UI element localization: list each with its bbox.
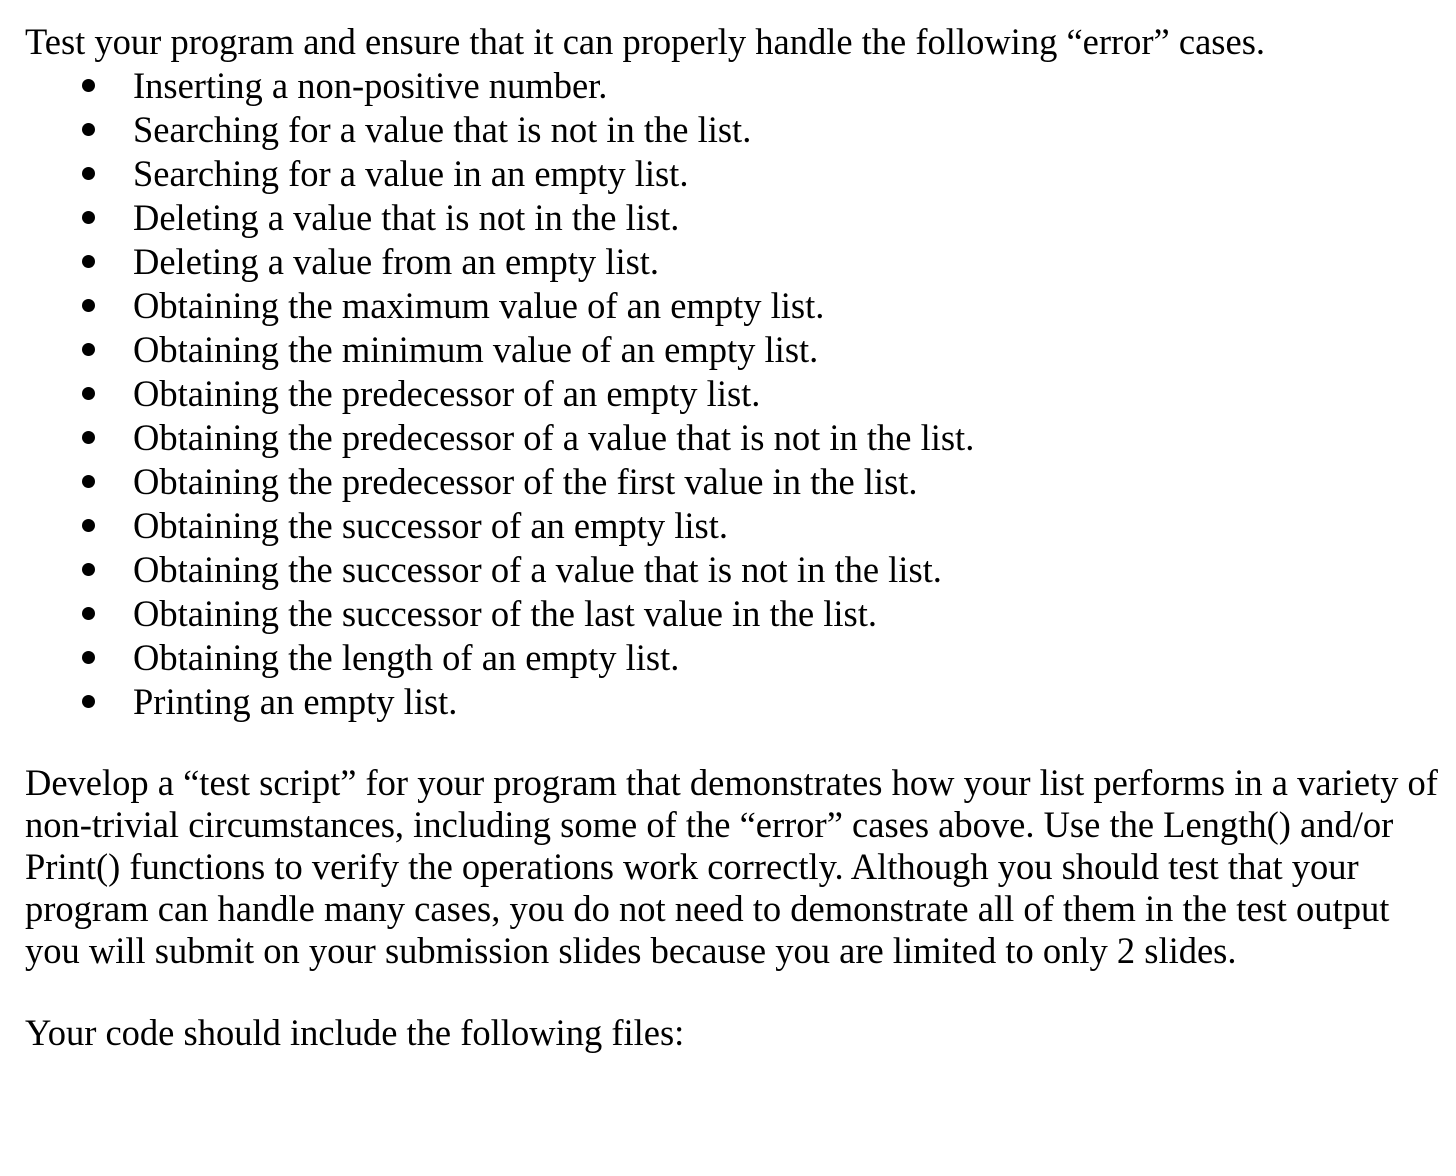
bullet-icon: [82, 519, 95, 532]
paragraph-line: Print() functions to verify the operations work correctly. Although you should test that your: [25, 846, 1359, 887]
bullet-icon: [82, 299, 95, 312]
bullet-icon: [82, 123, 95, 136]
list-item-text: Deleting a value from an empty list.: [133, 241, 660, 282]
bullet-icon: [82, 431, 95, 444]
paragraph-line: non-trivial circumstances, including some of the “error” cases above. Use the Length() and/or: [25, 804, 1394, 845]
test-script-paragraph: [25, 762, 1445, 972]
list-item-text: Searching for a value that is not in the list.: [133, 109, 752, 150]
bullet-icon: [82, 167, 95, 180]
bullet-icon: [82, 255, 95, 268]
list-item-text: Searching for a value in an empty list.: [133, 153, 689, 194]
bullet-icon: [82, 343, 95, 356]
list-item-text: Obtaining the predecessor of the first value in the list.: [133, 461, 918, 502]
paragraph-line: program can handle many cases, you do not need to demonstrate all of them in the test output: [25, 888, 1390, 929]
bullet-icon: [82, 563, 95, 576]
paragraph-line: Develop a “test script” for your program that demonstrates how your list performs in a variety of: [25, 762, 1438, 803]
closing-sentence: Your code should include the following files:: [25, 1012, 685, 1053]
bullet-icon: [82, 211, 95, 224]
bullet-icon: [82, 607, 95, 620]
list-item-text: Deleting a value that is not in the list.: [133, 197, 680, 238]
list-item-text: Printing an empty list.: [133, 681, 458, 722]
list-item-text: Obtaining the length of an empty list.: [133, 637, 680, 678]
list-item-text: Obtaining the successor of a value that is not in the list.: [133, 549, 942, 590]
list-item-text: Obtaining the maximum value of an empty list.: [133, 285, 825, 326]
list-item-text: Obtaining the predecessor of an empty list.: [133, 373, 761, 414]
bullet-icon: [82, 387, 95, 400]
bullet-icon: [82, 475, 95, 488]
intro-sentence: Test your program and ensure that it can properly handle the following “error” cases.: [25, 21, 1266, 62]
bullet-icon: [82, 695, 95, 708]
list-item-text: Obtaining the minimum value of an empty list.: [133, 329, 819, 370]
bullet-icon: [82, 651, 95, 664]
paragraph-line: you will submit on your submission slides because you are limited to only 2 slides.: [25, 930, 1237, 971]
list-item-text: Obtaining the successor of the last value in the list.: [133, 593, 878, 634]
list-item-text: Obtaining the successor of an empty list.: [133, 505, 729, 546]
list-item-text: Inserting a non-positive number.: [133, 65, 608, 106]
bullet-icon: [82, 79, 95, 92]
list-item-text: Obtaining the predecessor of a value that is not in the list.: [133, 417, 975, 458]
